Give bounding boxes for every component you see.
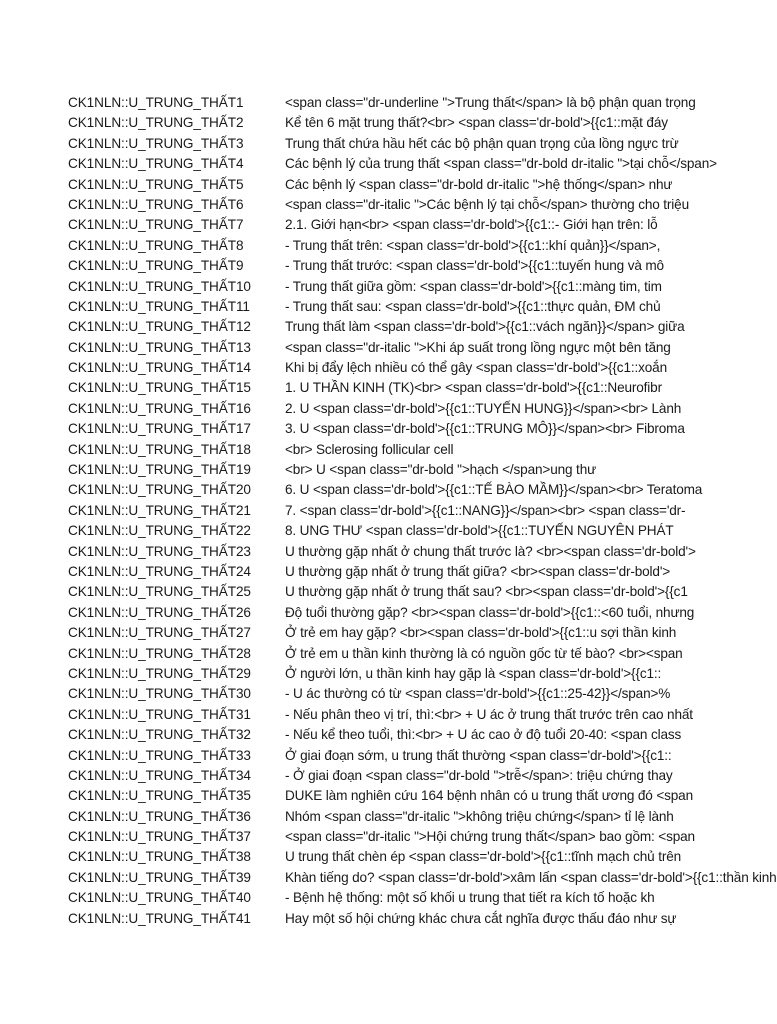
table-row [0, 236, 768, 256]
table-row [0, 338, 768, 358]
table-row [0, 766, 768, 786]
table-row [0, 256, 768, 276]
card-text-cell: <br> Sclerosing follicular cell [285, 441, 454, 457]
table-row [0, 868, 777, 888]
table-row [0, 215, 768, 235]
table-row [0, 175, 768, 195]
card-id-cell: CK1NLN::U_TRUNG_THẤT27 [68, 625, 251, 641]
table-row [0, 746, 768, 766]
card-text-cell: 8. UNG THƯ <span class='dr-bold'>{{c1::TUYẾN NGUYÊN PHÁT [285, 523, 674, 539]
table-row [0, 419, 768, 439]
table-row [0, 317, 768, 337]
card-text-cell: <span class="dr-underline ">Trung thất</span> là bộ phận quan trọng [285, 95, 696, 110]
card-id-cell: CK1NLN::U_TRUNG_THẤT8 [68, 237, 244, 253]
table-row [0, 134, 768, 154]
table-row [0, 786, 768, 806]
card-id-cell: CK1NLN::U_TRUNG_THẤT2 [68, 115, 244, 131]
table-row [0, 705, 768, 725]
card-id-cell: CK1NLN::U_TRUNG_THẤT4 [68, 156, 244, 172]
card-id-cell: CK1NLN::U_TRUNG_THẤT7 [68, 217, 244, 233]
card-text-cell: U thường gặp nhất ở trung thất sau? <br><span class='dr-bold'>{{c1 [285, 584, 688, 600]
card-text-cell: <span class="dr-italic ">Hội chứng trung thất</span> bao gồm: <span [285, 829, 695, 845]
card-text-cell: - U ác thường có từ <span class='dr-bold'>{{c1::25-42}}</span>% [285, 686, 671, 702]
table-row [0, 807, 768, 827]
table-row [0, 195, 768, 215]
card-id-cell: CK1NLN::U_TRUNG_THẤT6 [68, 196, 244, 212]
card-id-cell: CK1NLN::U_TRUNG_THẤT18 [68, 441, 251, 457]
card-text-cell: Khàn tiếng do? <span class='dr-bold'>xâm lấn <span class='dr-bold'>{{c1::thần kinh [285, 869, 777, 885]
card-id-cell: CK1NLN::U_TRUNG_THẤT24 [68, 563, 251, 579]
card-id-cell: CK1NLN::U_TRUNG_THẤT16 [68, 400, 251, 416]
table-row [0, 623, 768, 643]
card-text-cell: 2.1. Giới hạn<br> <span class='dr-bold'>{{c1::- Giới hạn trên: lỗ [285, 217, 658, 233]
table-row [0, 582, 768, 602]
card-text-cell: 1. U THẦN KINH (TK)<br> <span class='dr-bold'>{{c1::Neurofibr [285, 380, 662, 396]
card-id-cell: CK1NLN::U_TRUNG_THẤT21 [68, 502, 251, 518]
card-text-cell: Ở trẻ em u thần kinh thường là có nguồn gốc từ tế bào? <br><span [285, 645, 683, 661]
card-text-cell: Trung thất làm <span class='dr-bold'>{{c1::vách ngăn}}</span> giữa [285, 319, 685, 335]
card-text-cell: Ở người lớn, u thần kinh hay gặp là <span class='dr-bold'>{{c1:: [285, 665, 662, 681]
card-id-cell: CK1NLN::U_TRUNG_THẤT25 [68, 584, 251, 600]
table-row [0, 297, 768, 317]
table-row [0, 501, 768, 521]
card-id-cell: CK1NLN::U_TRUNG_THẤT40 [68, 890, 251, 906]
card-id-cell: CK1NLN::U_TRUNG_THẤT41 [68, 910, 251, 926]
card-text-cell: Ở trẻ em hay gặp? <br><span class='dr-bold'>{{c1::u sợi thần kinh [285, 625, 677, 641]
table-row [0, 113, 768, 133]
card-id-cell: CK1NLN::U_TRUNG_THẤT12 [68, 319, 251, 335]
card-id-cell: CK1NLN::U_TRUNG_THẤT3 [68, 135, 244, 151]
card-text-cell: Hay một số hội chứng khác chưa cắt nghĩa được thấu đáo như sự [285, 910, 677, 926]
table-row [0, 684, 768, 704]
table-row [0, 399, 768, 419]
card-id-cell: CK1NLN::U_TRUNG_THẤT22 [68, 523, 251, 539]
card-text-cell: 2. U <span class='dr-bold'>{{c1::TUYẾN HUNG}}</span><br> Lành [285, 400, 682, 416]
card-text-cell: U thường gặp nhất ở chung thất trước là? <br><span class='dr-bold'> [285, 543, 696, 559]
card-id-cell: CK1NLN::U_TRUNG_THẤT20 [68, 482, 251, 498]
card-text-cell: - Trung thất trên: <span class='dr-bold'>{{c1::khí quản}}</span>, [285, 237, 661, 253]
card-id-cell: CK1NLN::U_TRUNG_THẤT5 [68, 176, 244, 192]
table-row [0, 603, 768, 623]
table-row [0, 521, 768, 541]
table-row [0, 725, 768, 745]
card-id-cell: CK1NLN::U_TRUNG_THẤT9 [68, 258, 244, 274]
card-id-cell: CK1NLN::U_TRUNG_THẤT17 [68, 421, 251, 437]
card-text-cell: DUKE làm nghiên cứu 164 bệnh nhân có u trung thất ương đó <span [285, 788, 694, 804]
card-id-cell: CK1NLN::U_TRUNG_THẤT19 [68, 462, 251, 478]
card-text-cell: Độ tuổi thường gặp? <br><span class='dr-bold'>{{c1::<60 tuổi, nhưng [285, 604, 695, 620]
table-row [0, 480, 768, 500]
card-id-cell: CK1NLN::U_TRUNG_THẤT10 [68, 278, 251, 294]
table-row [0, 460, 768, 480]
card-text-cell: <span class="dr-italic ">Khi áp suất trong lồng ngực một bên tăng [285, 339, 671, 355]
card-text-cell: - Trung thất sau: <span class='dr-bold'>{{c1::thực quản, ĐM chủ [285, 298, 661, 314]
card-id-cell: CK1NLN::U_TRUNG_THẤT26 [68, 604, 251, 620]
card-id-cell: CK1NLN::U_TRUNG_THẤT34 [68, 767, 251, 783]
card-text-cell: Khi bị đẩy lệch nhiều có thể gây <span class='dr-bold'>{{c1::xoắn [285, 360, 667, 376]
card-text-cell: Ở giai đoạn sớm, u trung thất thường <span class='dr-bold'>{{c1:: [285, 747, 672, 763]
table-row [0, 378, 768, 398]
card-text-cell: - Nếu kể theo tuổi, thì:<br> + U ác cao ở độ tuổi 20-40: <span class [285, 727, 682, 743]
card-id-cell: CK1NLN::U_TRUNG_THẤT1 [68, 95, 244, 110]
table-row [0, 909, 768, 929]
card-id-cell: CK1NLN::U_TRUNG_THẤT13 [68, 339, 251, 355]
card-text-cell: - Bệnh hệ thống: một số khối u trung that tiết ra kích tố hoặc kh [285, 890, 655, 906]
card-text-cell: Các bệnh lý <span class="dr-bold dr-italic ">hệ thống</span> như [285, 176, 673, 192]
card-id-cell: CK1NLN::U_TRUNG_THẤT33 [68, 747, 251, 763]
card-text-cell: Trung thất chứa hầu hết các bộ phận quan trọng của lồng ngực trừ [285, 135, 679, 151]
card-id-cell: CK1NLN::U_TRUNG_THẤT28 [68, 645, 251, 661]
card-text-cell: <br> U <span class="dr-bold ">hạch </span>ung thư [285, 462, 597, 478]
card-text-cell: 6. U <span class='dr-bold'>{{c1::TẾ BÀO MẦM}}</span><br> Teratoma [285, 482, 703, 498]
card-id-cell: CK1NLN::U_TRUNG_THẤT32 [68, 727, 251, 743]
card-text-cell: Các bệnh lý của trung thất <span class="dr-bold dr-italic ">tại chỗ</span> [285, 156, 717, 172]
card-id-cell: CK1NLN::U_TRUNG_THẤT39 [68, 869, 251, 885]
card-id-cell: CK1NLN::U_TRUNG_THẤT14 [68, 360, 251, 376]
card-id-cell: CK1NLN::U_TRUNG_THẤT23 [68, 543, 251, 559]
card-text-cell: Kể tên 6 mặt trung thất?<br> <span class='dr-bold'>{{c1::mặt đáy [285, 115, 668, 131]
card-text-cell: - Trung thất trước: <span class='dr-bold'>{{c1::tuyến hung và mô [285, 258, 664, 274]
card-id-cell: CK1NLN::U_TRUNG_THẤT30 [68, 686, 251, 702]
card-text-cell: 3. U <span class='dr-bold'>{{c1::TRUNG MÔ}}</span><br> Fibroma [285, 421, 685, 437]
card-text-cell: - Trung thất giữa gồm: <span class='dr-bold'>{{c1::màng tim, tim [285, 278, 662, 294]
table-row [0, 440, 768, 460]
table-row [0, 154, 768, 174]
card-id-cell: CK1NLN::U_TRUNG_THẤT29 [68, 665, 251, 681]
table-row [0, 277, 768, 297]
table-row [0, 644, 768, 664]
card-text-cell: - Ở giai đoạn <span class="dr-bold ">trễ</span>: triệu chứng thay [285, 767, 673, 783]
card-text-cell: - Nếu phân theo vị trí, thì:<br> + U ác ở trung thất trước trên cao nhất [285, 706, 693, 722]
card-id-cell: CK1NLN::U_TRUNG_THẤT11 [68, 298, 250, 314]
table-row [0, 542, 768, 562]
card-id-cell: CK1NLN::U_TRUNG_THẤT38 [68, 849, 251, 865]
card-id-cell: CK1NLN::U_TRUNG_THẤT15 [68, 380, 251, 396]
card-text-cell: <span class="dr-italic ">Các bệnh lý tại chỗ</span> thường cho triệu [285, 196, 689, 212]
table-row [0, 664, 768, 684]
table-row [0, 888, 768, 908]
table-row [0, 847, 768, 867]
table-row [0, 358, 768, 378]
card-id-cell: CK1NLN::U_TRUNG_THẤT35 [68, 788, 251, 804]
card-id-cell: CK1NLN::U_TRUNG_THẤT31 [68, 706, 251, 722]
card-text-cell: Nhóm <span class="dr-italic ">không triệu chứng</span> tỉ lệ lành [285, 808, 674, 824]
table-row [0, 562, 768, 582]
card-id-cell: CK1NLN::U_TRUNG_THẤT36 [68, 808, 251, 824]
table-row [0, 93, 768, 113]
card-text-cell: 7. <span class='dr-bold'>{{c1::NANG}}</span><br> <span class='dr- [285, 502, 686, 518]
card-id-cell: CK1NLN::U_TRUNG_THẤT37 [68, 829, 251, 845]
card-text-cell: U thường gặp nhất ở trung thất giữa? <br><span class='dr-bold'> [285, 563, 671, 579]
table-row [0, 827, 768, 847]
card-text-cell: U trung thất chèn ép <span class='dr-bold'>{{c1::tĩnh mạch chủ trên [285, 849, 682, 865]
card-table [0, 93, 777, 929]
